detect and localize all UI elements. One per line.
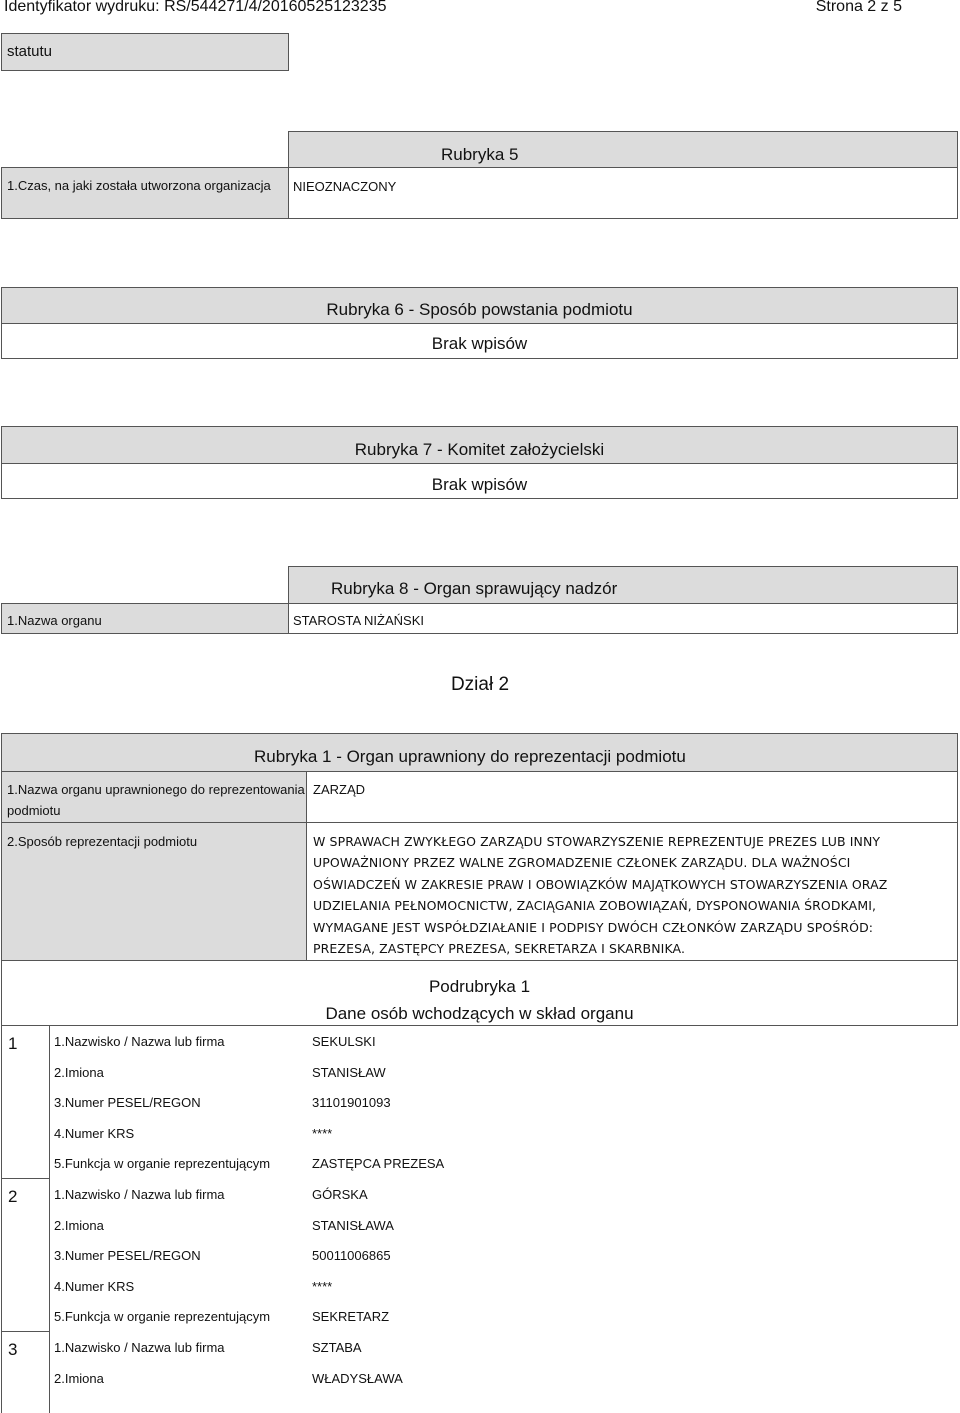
rubryka-8-value: STAROSTA NIŻAŃSKI <box>288 603 958 634</box>
rubryka-1-value-organ: ZARZĄD <box>306 771 958 823</box>
rubryka-1-label-organ: 1.Nazwa organu uprawnionego do reprezentowania podmiotu <box>1 771 307 823</box>
person-number: 2 <box>8 1187 18 1206</box>
person-nazwisko-label: 1.Nazwisko / Nazwa lub firma <box>54 1187 225 1202</box>
person-number: 3 <box>8 1340 18 1359</box>
person-imiona-label: 2.Imiona <box>54 1370 104 1386</box>
person-pesel-label: 3.Numer PESEL/REGON <box>54 1095 201 1111</box>
print-identifier: Identyfikator wydruku: RS/544271/4/20160525123235 <box>4 0 387 15</box>
rubryka-8-title: Rubryka 8 - Organ sprawujący nadzór <box>288 566 958 604</box>
person-pesel-label: 3.Numer PESEL/REGON <box>54 1248 201 1264</box>
rubryka-8-label: 1.Nazwa organu <box>1 603 289 634</box>
podrubryka-title: Podrubryka 1 <box>428 977 531 996</box>
person-imiona-value: WŁADYSŁAWA <box>312 1370 403 1386</box>
rubryka-1-title: Rubryka 1 - Organ uprawniony do reprezentacji podmiotu <box>1 733 958 772</box>
person-pesel-value: 31101901093 <box>312 1095 391 1111</box>
podrubryka-header <box>1 960 958 1026</box>
person-krs-label: 4.Numer KRS <box>54 1125 135 1141</box>
person-krs-label: 4.Numer KRS <box>54 1278 135 1294</box>
rubryka-1-value-sposob: W SPRAWACH ZWYKŁEGO ZARZĄDU STOWARZYSZENIE REPREZENTUJE PREZES LUB INNY UPOWAŻNIONY PRZEZ WALNE ZGROMADZENIE CZŁONEK ZARZĄDU. DLA WAŻNOŚCI OŚWIADCZEŃ W ZAKRESIE PRAW I OBOWIĄZKÓW MAJĄTKOWYCH STOWARZYSZENIA ORAZ UDZIELANIA PEŁNOMOCNICTW, ZACIĄGANIA ZOBOWIĄZAŃ, DYSPONOWANIA ŚRODKAMI, WYMAGANE JEST WSPÓŁDZIAŁANIE I PODPISY DWÓCH CZŁONKÓW ZARZĄDU SPOŚRÓD: PREZESA, ZASTĘPCY PREZESA, SEKRETARZA I SKARBNIKA. <box>306 822 958 961</box>
person-nazwisko-value: SZTABA <box>312 1340 362 1355</box>
rubryka-5-value: NIEOZNACZONY <box>288 167 958 219</box>
rubryka-5-title: Rubryka 5 <box>288 131 958 168</box>
person-number: 1 <box>8 1034 18 1053</box>
person-nazwisko-value: SEKULSKI <box>312 1034 376 1049</box>
rubryka-6-title: Rubryka 6 - Sposób powstania podmiotu <box>1 287 958 324</box>
page-number: Strona 2 z 5 <box>815 0 902 15</box>
person-imiona-value: STANISŁAWA <box>312 1217 394 1233</box>
person-krs-value: **** <box>312 1278 333 1294</box>
person-nazwisko-value: GÓRSKA <box>312 1187 368 1202</box>
person-imiona-label: 2.Imiona <box>54 1217 104 1233</box>
person-krs-value: **** <box>312 1125 333 1141</box>
podrubryka-subtitle: Dane osób wchodzących w skład organu <box>325 1004 634 1023</box>
person-funkcja-value: ZASTĘPCA PREZESA <box>312 1156 445 1172</box>
person-imiona-label: 2.Imiona <box>54 1064 104 1080</box>
rubryka-5-label: 1.Czas, na jaki została utworzona organizacja <box>1 167 289 219</box>
statutu-cell: statutu <box>1 33 289 71</box>
person-pesel-value: 50011006865 <box>312 1248 391 1264</box>
person-funkcja-label: 5.Funkcja w organie reprezentującym <box>54 1309 271 1325</box>
section-title: Dział 2 <box>450 674 510 695</box>
rubryka-6-value: Brak wpisów <box>1 323 958 359</box>
person-nazwisko-label: 1.Nazwisko / Nazwa lub firma <box>54 1340 225 1355</box>
rubryka-1-label-sposob: 2.Sposób reprezentacji podmiotu <box>1 822 307 961</box>
person-nazwisko-label: 1.Nazwisko / Nazwa lub firma <box>54 1034 225 1049</box>
person-imiona-value: STANISŁAW <box>312 1064 386 1080</box>
rubryka-7-value: Brak wpisów <box>1 463 958 499</box>
rubryka-7-title: Rubryka 7 - Komitet założycielski <box>1 426 958 464</box>
person-funkcja-label: 5.Funkcja w organie reprezentującym <box>54 1156 271 1172</box>
person-funkcja-value: SEKRETARZ <box>312 1309 390 1325</box>
